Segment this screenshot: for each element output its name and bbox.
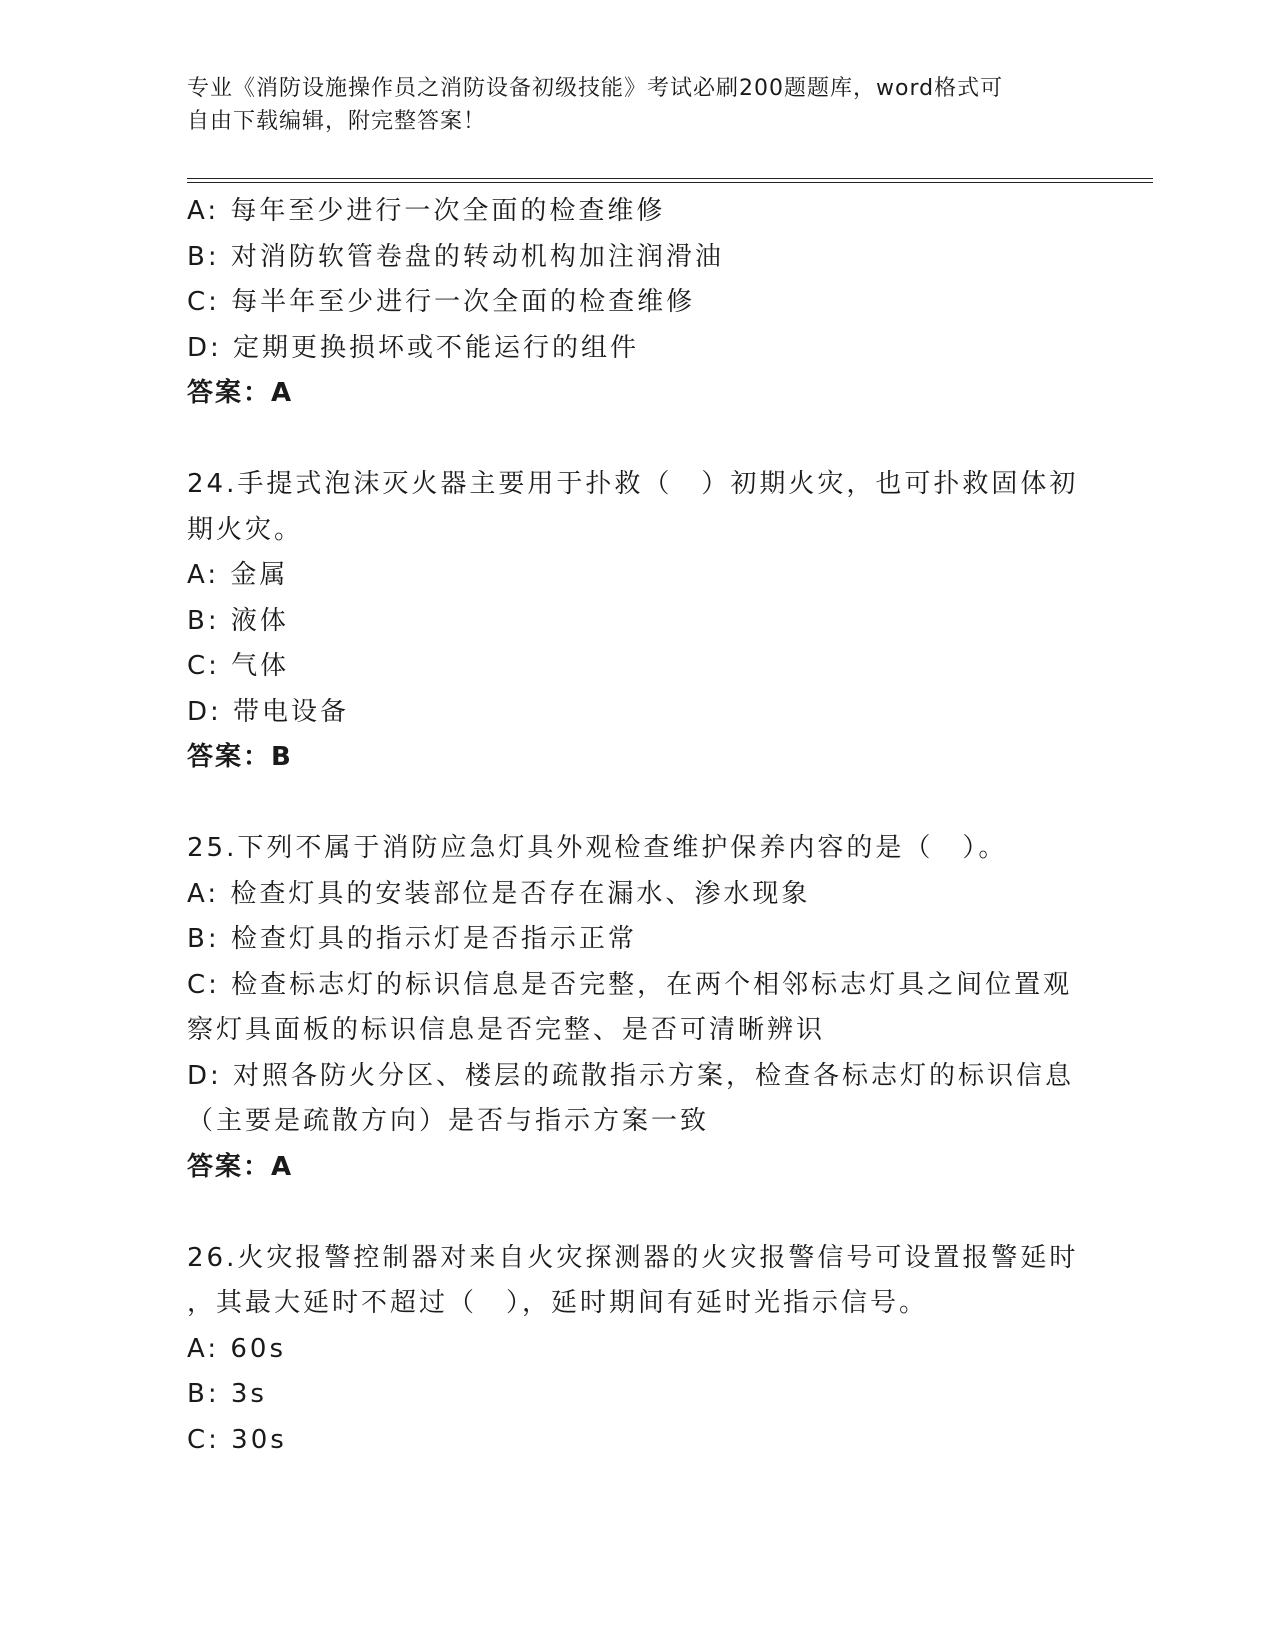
answer-label: 答案：A [187, 378, 294, 408]
document-header [187, 72, 1067, 138]
spacer [187, 1190, 1087, 1236]
option-c: C: 每半年至少进行一次全面的检查维修 [187, 287, 696, 317]
option-b: B: 3s [187, 1379, 267, 1409]
option-a: A: 金属 [187, 560, 289, 590]
option-d: D: 带电设备 [187, 696, 350, 727]
option-d: D: 定期更换损坏或不能运行的组件 [187, 332, 640, 363]
question-stem: 24.手提式泡沫灭火器主要用于扑救（ ）初期火灾，也可扑救固体初 [187, 469, 1079, 499]
option-c-cont: 察灯具面板的标识信息是否完整、是否可清晰辨识 [187, 1015, 826, 1045]
question-24 [187, 462, 1087, 781]
question-stem-cont: 期火灾。 [187, 514, 304, 545]
header-divider-top [187, 178, 1153, 179]
option-a: A: 检查灯具的安装部位是否存在漏水、渗水现象 [187, 878, 811, 909]
question-26 [187, 1236, 1087, 1464]
question-stem-cont: ，其最大延时不超过（ ），延时期间有延时光指示信号。 [187, 1288, 929, 1318]
answer-label: 答案：A [187, 1151, 294, 1182]
option-b: B: 液体 [187, 605, 289, 636]
answer-label: 答案：B [187, 742, 293, 772]
option-b: B: 检查灯具的指示灯是否指示正常 [187, 924, 637, 954]
option-a: A: 60s [187, 1333, 286, 1364]
option-d-cont: （主要是疏散方向）是否与指示方案一致 [187, 1106, 710, 1136]
spacer [187, 417, 1087, 463]
question-23 [187, 189, 1087, 417]
question-stem: 26.火灾报警控制器对来自火灾探测器的火灾报警信号可设置报警延时 [187, 1242, 1079, 1273]
option-a: A: 每年至少进行一次全面的检查维修 [187, 196, 666, 226]
header-line-1: 专业《消防设施操作员之消防设备初级技能》考试必刷200题题库，word格式可 [187, 76, 1004, 101]
question-25 [187, 826, 1087, 1190]
option-c: C: 检查标志灯的标识信息是否完整，在两个相邻标志灯具之间位置观 [187, 969, 1073, 1000]
header-divider-bottom [187, 182, 1153, 183]
question-stem: 25.下列不属于消防应急灯具外观检查维护保养内容的是（ ）。 [187, 833, 1008, 863]
question-list [187, 189, 1087, 1463]
option-c: C: 气体 [187, 651, 290, 681]
option-d: D: 对照各防火分区、楼层的疏散指示方案，检查各标志灯的标识信息 [187, 1060, 1075, 1091]
option-c: C: 30s [187, 1424, 287, 1455]
header-line-2: 自由下载编辑，附完整答案！ [187, 109, 487, 134]
spacer [187, 781, 1087, 827]
option-b: B: 对消防软管卷盘的转动机构加注润滑油 [187, 241, 724, 272]
